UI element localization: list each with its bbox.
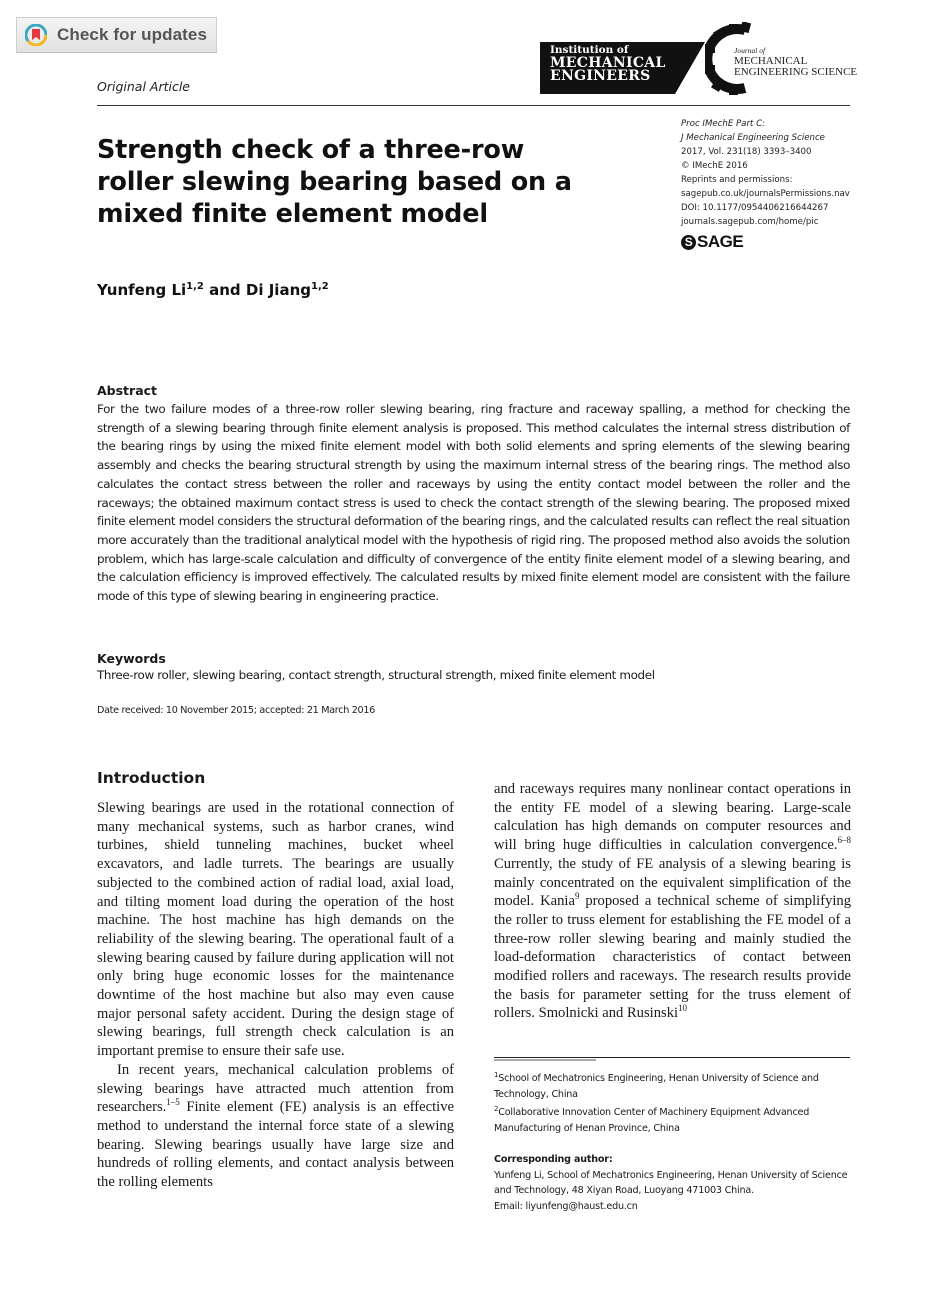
journal-line2: MECHANICAL <box>734 55 808 67</box>
body-column-left <box>97 799 454 1192</box>
affiliation-text: School of Mechatronics Engineering, Henan University of Science and Technology, China <box>494 1073 819 1100</box>
journal-info <box>681 117 850 229</box>
header-rule <box>97 105 850 106</box>
sage-logo-text: SAGE <box>697 232 744 251</box>
paragraph-text: Finite element (FE) analysis is an effective method to understand the internal force state of a slewing bearing. Slewing bearings usually have large size and hundreds of rolling elements, and contact analysis between the rolling elements <box>97 1099 454 1191</box>
corresponding-author-text: Yunfeng Li, School of Mechatronics Engineering, Henan University of Science and Technology, 48 Xiyan Road, Luoyang 471003 China. <box>494 1169 848 1197</box>
journal-info-volume: 2017, Vol. 231(18) 3393–3400 <box>681 147 812 157</box>
author-affiliation: 1,2 <box>186 281 204 292</box>
permissions-link[interactable]: sagepub.co.uk/journalsPermissions.nav <box>681 189 850 199</box>
body-column-right <box>494 780 851 1023</box>
author-name: Yunfeng Li <box>97 281 187 299</box>
imeche-line1: Institution of <box>550 44 629 56</box>
paragraph-text: Currently, the study of FE analysis of a slewing bearing is mainly concentrated on the equivalent simplification of the model. Kania <box>494 855 851 910</box>
abstract-text: For the two failure modes of a three-row roller slewing bearing, ring fracture and raceway spalling, a method for checking the strength of a slewing bearing through finite element analysis is proposed. This method calculates the internal stress distribution of the bearing rings by using the mixed finite element model with both solid elements and spring elements of the slewing bearing assembly and checks the bearing structural strength by using the maximum internal stress of the bearing rings. The method also calculates the contact stress between the roller and raceways by using the entity contact model between the roller and the raceways; the obtained maximum contact stress is used to check the contact strength of the slewing bearing. The proposed mixed finite element model considers the structural deformation of the bearing rings, and the calculated results can reflect the real situation more accurately than the traditional analytical model with the hypothesis of rigid ring. The proposed method also avoids the solution problem, which has large-scale calculation and difficulty of convergence of the entity finite element model of a slewing bearing, and the calculation efficiency is improved effectively. The calculated results by mixed finite element model are consistent with the failure mode of this type of slewing bearing in engineering practice. <box>97 402 850 604</box>
article-type: Original Article <box>97 79 190 94</box>
keywords-heading: Keywords <box>97 651 166 666</box>
email-label: Email: <box>494 1200 526 1212</box>
check-for-updates-label: Check for updates <box>57 25 208 44</box>
affiliation-number: 1 <box>494 1071 499 1079</box>
affiliation-2 <box>494 1102 854 1136</box>
author-name: Di Jiang <box>245 281 311 299</box>
affiliation-text: Collaborative Innovation Center of Machinery Equipment Advanced Manufacturing of Henan Province, China <box>494 1107 810 1134</box>
journal-line1: Journal of <box>734 46 766 55</box>
intro-paragraph-2 <box>97 1061 454 1192</box>
email-link[interactable]: liyunfeng@haust.edu.cn <box>525 1200 638 1212</box>
doi-link[interactable]: DOI: 10.1177/0954406216644267 <box>681 203 829 213</box>
journal-info-line: J Mechanical Engineering Science <box>681 133 825 143</box>
citation-ref[interactable]: 10 <box>678 1003 688 1014</box>
dates-received: Date received: 10 November 2015; accepted: 21 March 2016 <box>97 705 375 716</box>
paragraph-text: In recent years, mechanical calculation problems of slewing bearings have attracted much attention from researchers. <box>97 1061 454 1116</box>
corresponding-author-heading: Corresponding author: <box>494 1154 613 1166</box>
paragraph-text: proposed a technical scheme of simplifying the roller to truss element for establishing the FE model of a three-row roller slewing bearing and mainly studied the load-deformation characteristics of contact between modified rollers and raceways. The research results provide the basis for parameter setting for the truss element of rollers. Smolnicki and Rusinski <box>494 893 852 1022</box>
intro-paragraph-1: Slewing bearings are used in the rotational connection of many mechanical systems, such as harbor cranes, wind turbines, shield tunneling machines, bucket wheel excavators, and ladle turrets. The bearings are usually subjected to the combined action of radial load, axial load, and tilting moment load during the operation of the host machine. The host machine has high demands on the reliability of the slewing bearing. The operational fault of a slewing bearing caused by failure during application will not only bring huge economic losses for the maintenance downtime of the host machine but also may even cause major personal safety accident. During the design stage of slewing bearings, full strength check calculation is an important premise to ensure their safe use. <box>97 800 454 1060</box>
intro-paragraph-2-continued <box>494 780 851 1023</box>
sage-s-icon: S <box>681 235 696 250</box>
keywords-text: Three-row roller, slewing bearing, contact strength, structural strength, mixed finite element model <box>97 668 655 682</box>
imeche-line3: ENGINEERS <box>550 68 651 84</box>
footnote-rule-accent <box>494 1059 596 1061</box>
affiliation-number: 2 <box>494 1105 499 1114</box>
footnote-rule <box>494 1057 850 1058</box>
crossmark-icon <box>25 24 47 46</box>
citation-ref[interactable]: 1–5 <box>166 1097 180 1108</box>
sage-logo <box>681 232 743 252</box>
introduction-heading: Introduction <box>97 769 206 787</box>
abstract-heading: Abstract <box>97 383 158 398</box>
authors <box>97 281 329 299</box>
imeche-logo-text <box>550 44 666 83</box>
journal-logo-text <box>734 45 857 78</box>
citation-ref[interactable]: 6–8 <box>837 835 851 846</box>
journal-info-line: Proc IMechE Part C: <box>681 119 765 129</box>
journal-line3: ENGINEERING SCIENCE <box>734 66 858 78</box>
paragraph-text: and raceways requires many nonlinear contact operations in the entity FE model of a slewing bearing. Large-scale calculation has high demands on computer resources and will bring huge difficulties in calculation convergence. <box>494 781 851 854</box>
article-title: Strength check of a three-row roller slewing bearing based on a mixed finite element model <box>97 135 572 229</box>
journal-info-line: Reprints and permissions: <box>681 175 793 185</box>
affiliation-1 <box>494 1068 854 1102</box>
citation-ref[interactable]: 9 <box>574 891 580 902</box>
imeche-line2: MECHANICAL <box>550 55 666 71</box>
authors-joiner: and <box>209 281 241 299</box>
footnotes <box>494 1068 854 1214</box>
journal-info-copyright: © IMechE 2016 <box>681 161 748 171</box>
corresponding-email <box>494 1199 854 1215</box>
journal-homepage-link[interactable]: journals.sagepub.com/home/pic <box>681 217 819 227</box>
author-affiliation: 1,2 <box>310 281 329 292</box>
check-for-updates-button[interactable] <box>16 17 217 53</box>
